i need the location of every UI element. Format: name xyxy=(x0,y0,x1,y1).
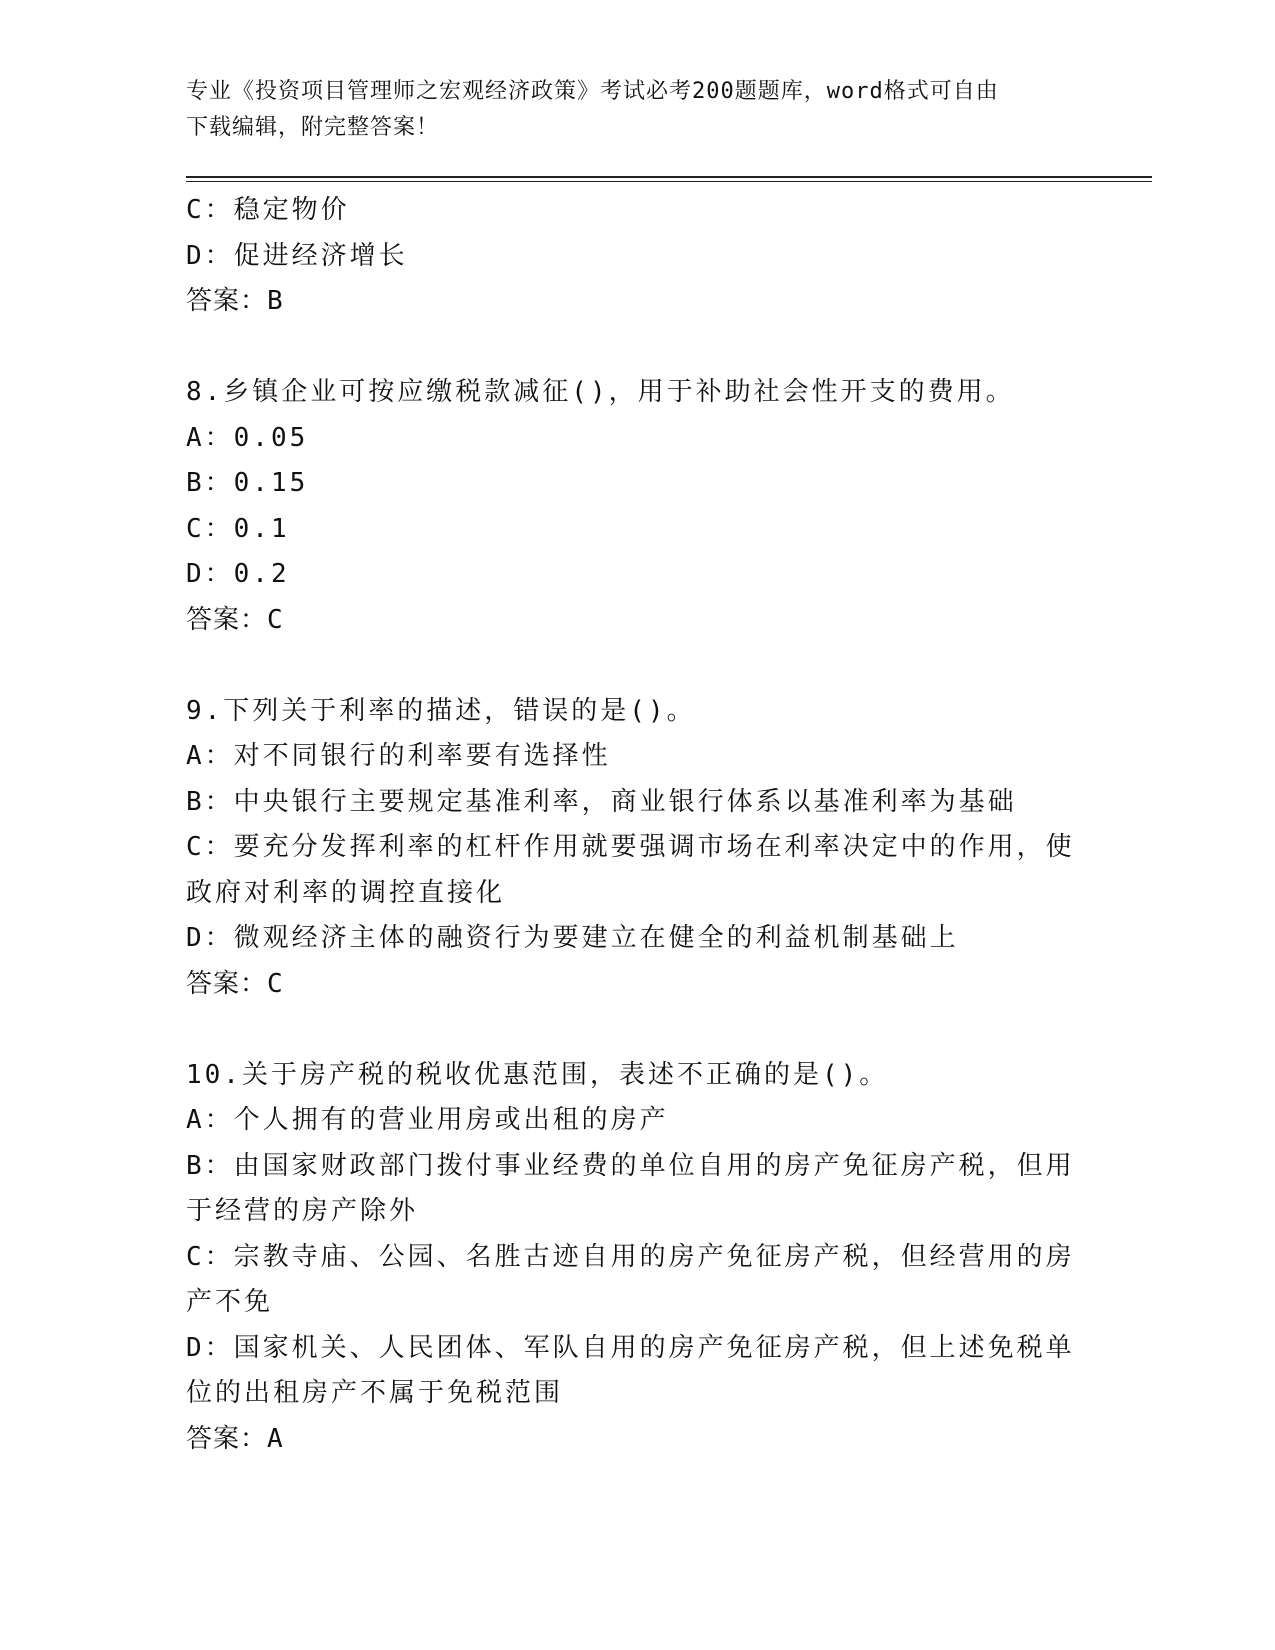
spacer xyxy=(186,1007,1066,1053)
header-divider xyxy=(186,176,1152,178)
question-list xyxy=(186,188,1075,1462)
question-10-option-b: B：由国家财政部门拨付事业经费的单位自用的房产免征房产税，但用 xyxy=(186,1150,1075,1181)
question-8-stem: 8.乡镇企业可按应缴税款减征()，用于补助社会性开支的费用。 xyxy=(186,377,1015,407)
option-c: C：稳定物价 xyxy=(186,195,350,225)
question-8-option-d: D：0.2 xyxy=(186,559,290,589)
spacer xyxy=(186,643,1066,689)
question-10-option-a: A：个人拥有的营业用房或出租的房产 xyxy=(186,1105,669,1135)
question-10-option-d-cont: 位的出租房产不属于免税范围 xyxy=(186,1378,564,1408)
option-d: D：促进经济增长 xyxy=(186,240,408,271)
question-8-option-a: A：0.05 xyxy=(186,422,309,453)
question-9-option-b: B：中央银行主要规定基准利率，商业银行体系以基准利率为基础 xyxy=(186,786,1017,817)
question-9-answer: 答案：C xyxy=(186,968,284,999)
question-9-option-c: C：要充分发挥利率的杠杆作用就要强调市场在利率决定中的作用，使 xyxy=(186,832,1075,862)
question-10-answer: 答案：A xyxy=(186,1423,284,1454)
question-10-option-d: D：国家机关、人民团体、军队自用的房产免征房产税，但上述免税单 xyxy=(186,1332,1075,1363)
spacer xyxy=(186,325,1066,371)
question-8-option-b: B：0.15 xyxy=(186,468,309,498)
header-line-2: 下载编辑，附完整答案！ xyxy=(186,115,440,140)
header-divider-thin xyxy=(186,181,1152,182)
question-8-option-c: C：0.1 xyxy=(186,513,290,544)
question-10-option-b-cont: 于经营的房产除外 xyxy=(186,1196,419,1226)
question-8-answer: 答案：C xyxy=(186,604,284,635)
document-header xyxy=(186,74,1066,146)
question-10-option-c-cont: 产不免 xyxy=(186,1287,274,1317)
question-9-option-c-cont: 政府对利率的调控直接化 xyxy=(186,877,506,908)
question-10-stem: 10.关于房产税的税收优惠范围，表述不正确的是()。 xyxy=(186,1059,889,1090)
question-9-option-d: D：微观经济主体的融资行为要建立在健全的利益机制基础上 xyxy=(186,923,959,953)
answer-line: 答案：B xyxy=(186,286,284,316)
question-10-option-c: C：宗教寺庙、公园、名胜古迹自用的房产免征房产税，但经营用的房 xyxy=(186,1241,1075,1272)
question-9-stem: 9.下列关于利率的描述，错误的是()。 xyxy=(186,695,696,726)
header-line-1: 专业《投资项目管理师之宏观经济政策》考试必考200题题库，word格式可自由 xyxy=(186,79,999,104)
question-9-option-a: A：对不同银行的利率要有选择性 xyxy=(186,741,611,771)
